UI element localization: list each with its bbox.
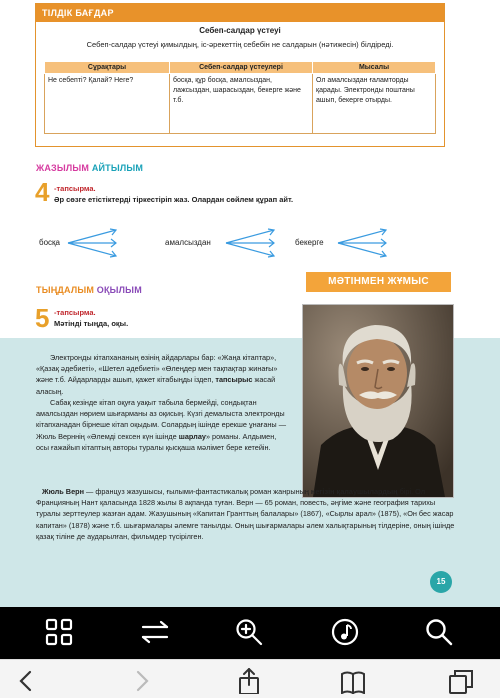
- word-bosqa: босқа: [39, 238, 60, 247]
- reading-p2-bold: шарлау: [178, 431, 206, 441]
- arrows-icon: [224, 226, 278, 260]
- table-header-adverbs: Себеп-салдар үстеулері: [170, 62, 313, 74]
- reader-toolbar: [0, 607, 500, 659]
- reading-p1-text: Электронды кітапхананың өзінің айдарлары бар: «Жаңа кітаптар», «Қазақ әдебиеті», «Шетел әдебиеті» «Өлеңдер мен тақпақтар жинағы» және т.б. Айдарларды ашып, қажет кітабыңды іздеп,: [36, 353, 278, 385]
- grammar-header: ТІЛДІК БАҒДАР: [36, 4, 444, 22]
- reading-p3-bold: негізін қалаушылардың: [310, 487, 398, 496]
- table-header-questions: Сұрақтары: [45, 62, 170, 74]
- rule-title: Себеп-салдар үстеуі: [199, 26, 281, 35]
- rule-text: Себеп-салдар үстеуі қимылдың, іс-әрекеттің себебін не салдарын (нәтижесін) білдіреді.: [86, 40, 394, 49]
- task-5-label: -тапсырма.: [54, 308, 96, 317]
- grammar-box: [35, 3, 445, 147]
- zoom-in-icon[interactable]: [234, 617, 264, 647]
- search-icon[interactable]: [424, 617, 454, 647]
- swap-icon[interactable]: [140, 617, 170, 647]
- task-4-label: -тапсырма.: [54, 184, 96, 193]
- share-icon[interactable]: [236, 668, 262, 694]
- task-5-instruction: Мәтінді тыңда, оқы.: [54, 319, 129, 328]
- grid-icon[interactable]: [44, 617, 74, 647]
- forward-icon[interactable]: [128, 668, 154, 694]
- table-cell-questions: Не себептi? Қалай? Неге?: [45, 74, 170, 134]
- arrows-icon: [336, 226, 390, 260]
- reading-p2-text: Сабақ кезінде кітап оқуға уақыт табыла бермейді, сондықтан амалсыздан нөрием шығарманы аз оқисың. Күзгі демалыста электронды кітапханадан бірнеше кітап оқыдым. Солардың ішінде ерекше ұнағаны — Жюль Верннің «Әлемді сексен күн ішінде: [36, 398, 286, 441]
- reading-p3-bold-author: Жюль Верн: [42, 487, 84, 496]
- table-cell-adverbs: босқа, құр босқа, амалсыздан, лажсыздан, шарасыздан, бекерге және т.б.: [170, 74, 313, 134]
- arrows-icon: [66, 226, 120, 260]
- word-bekerge: бекерге: [295, 238, 324, 247]
- writing-title-part2: АЙТЫЛЫМ: [91, 163, 144, 173]
- page-number: 15: [430, 571, 452, 593]
- back-icon[interactable]: [14, 668, 40, 694]
- reading-paragraph-3: [36, 486, 456, 542]
- reading-p1-bold: тапсырыс: [215, 375, 253, 385]
- reading-p3-end: бірі. Ол Францияның Нант қаласында 1828 жылы 8 ақпанда туған. Верн — 65 роман, повесть, әңгіме және география тарихы туралы зерттеулер жазған адам. Жазушының «Капитан Гранттың балалары» (1867), «Сырлы арал» (1875), «Он бес жасар капитан» (1878) және т.б. шығармалары әлемге танылды. Оның шығармалары әлем халықтарының тілдеріне, оның ішінде қазақ тіліне де аударылған, фильмдер түсірілген.: [36, 487, 455, 541]
- word-amalsyzdan: амалсыздан: [165, 238, 211, 247]
- author-portrait: [303, 305, 453, 497]
- reading-p3-text: — француз жазушысы, ғылыми-фантастикалық роман жанрының: [84, 487, 311, 496]
- table-header-examples: Мысалы: [313, 62, 436, 74]
- browser-navbar: [0, 659, 500, 698]
- task-4-instruction: Әр сөзге етістіктерді тіркестіріп жаз. Олардан сөйлем құрап айт.: [54, 195, 294, 204]
- writing-section-title: [36, 163, 143, 173]
- reading-paragraph-1: [36, 352, 290, 397]
- portrait-image: [303, 305, 453, 497]
- audio-icon[interactable]: [330, 617, 360, 647]
- tabs-icon[interactable]: [448, 668, 474, 694]
- text-work-banner: МӘТІНМЕН ЖҰМЫС: [306, 272, 451, 292]
- task-4-number: 4: [35, 177, 50, 207]
- book-icon[interactable]: [340, 668, 366, 694]
- listening-section-title: [36, 285, 142, 295]
- rules-table: [44, 61, 436, 134]
- reading-p2-end: » романы. Алдымен, осы ғажайып кітаптың авторы туралы қысқаша мәлімет бере кетейін.: [36, 431, 277, 452]
- reading-paragraph-2: [36, 397, 290, 453]
- task-5-number: 5: [35, 303, 50, 333]
- table-cell-examples: Ол амалсыздан ғаламторды қарады. Электронды поштаны ашып, бекерге отырды.: [313, 74, 436, 134]
- reading-p1-end: жасай аласың.: [36, 375, 276, 396]
- listening-title-part1: ТЫҢДАЛЫМ: [36, 285, 95, 295]
- listening-title-part2: ОҚЫЛЫМ: [96, 285, 142, 295]
- writing-title-part1: ЖАЗЫЛЫМ: [36, 163, 90, 173]
